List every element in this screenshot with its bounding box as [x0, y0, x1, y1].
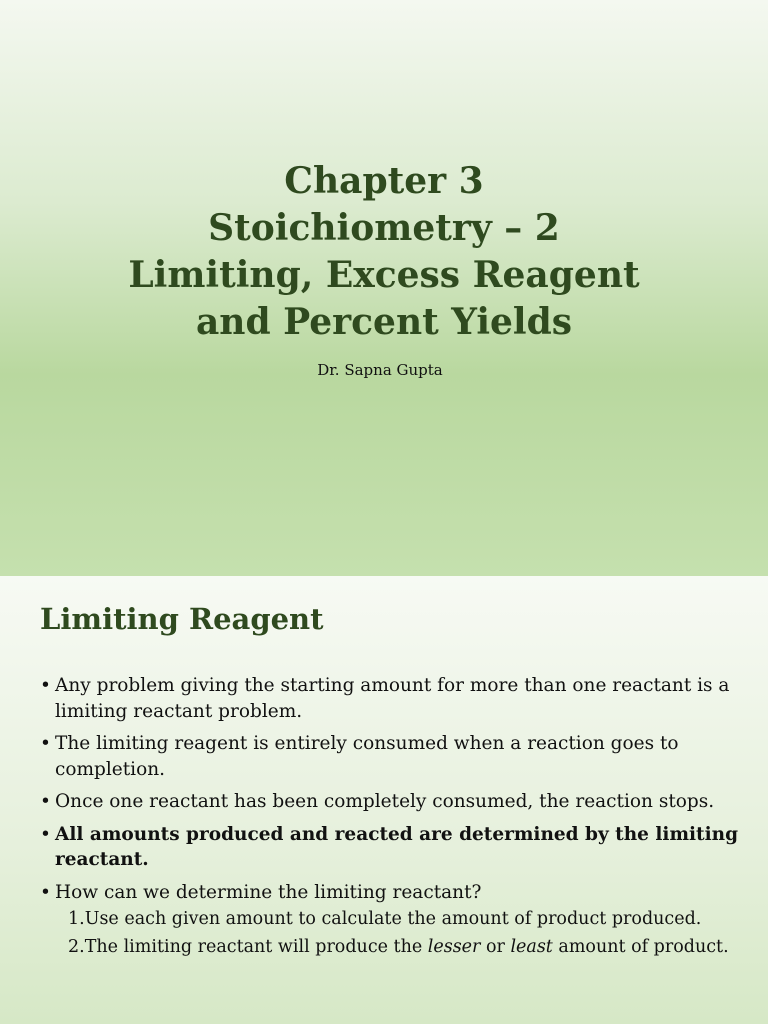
title-line-topic: Stoichiometry – 2: [208, 207, 560, 249]
bullet-text: Once one reactant has been completely consumed, the reaction stops.: [55, 791, 715, 812]
author-name: Dr. Sapna Gupta: [317, 361, 443, 379]
numbered-sub-list: [40, 907, 740, 959]
bullet-icon: •: [40, 733, 51, 754]
bullet-text: All amounts produced and reacted are determined by the limiting reactant.: [55, 823, 739, 870]
sub-list-item: [68, 907, 740, 931]
bullet-item: [40, 731, 740, 782]
slide-title: [0, 158, 768, 346]
title-line-chapter: Chapter 3: [284, 160, 484, 202]
bullet-item-bold: [40, 822, 740, 873]
sub-item-text: Use each given amount to calculate the amount of product produced.: [84, 909, 702, 929]
title-line-subtitle-1: Limiting, Excess Reagent: [128, 254, 640, 296]
bullet-item: [40, 880, 740, 906]
item-number: 1.: [68, 909, 85, 929]
bullet-icon: •: [40, 791, 51, 812]
item-number: 2.: [68, 937, 85, 957]
sub-item-text-part: or: [480, 937, 511, 957]
sub-item-text-part: amount of product.: [552, 937, 729, 957]
bullet-icon: •: [40, 823, 51, 845]
sub-item-text-part: The limiting reactant will produce the: [84, 937, 428, 957]
slide-heading: Limiting Reagent: [40, 602, 324, 636]
emphasis-least: least: [510, 937, 553, 957]
title-line-subtitle-2: and Percent Yields: [195, 301, 573, 343]
bullet-icon: •: [40, 881, 51, 903]
sub-list-item: [68, 935, 740, 959]
sub-item-text: [85, 935, 740, 959]
bullet-item: [40, 789, 740, 815]
bullet-icon: •: [40, 675, 51, 696]
bullet-item: [40, 673, 740, 724]
emphasis-lesser: lesser: [427, 937, 481, 957]
bullet-text: The limiting reagent is entirely consumed when a reaction goes to completion.: [55, 733, 679, 780]
bullet-text: How can we determine the limiting reactant?: [55, 881, 482, 903]
bullet-list: [40, 673, 740, 959]
bullet-text: Any problem giving the starting amount for more than one reactant is a limiting reactant problem.: [55, 675, 730, 722]
